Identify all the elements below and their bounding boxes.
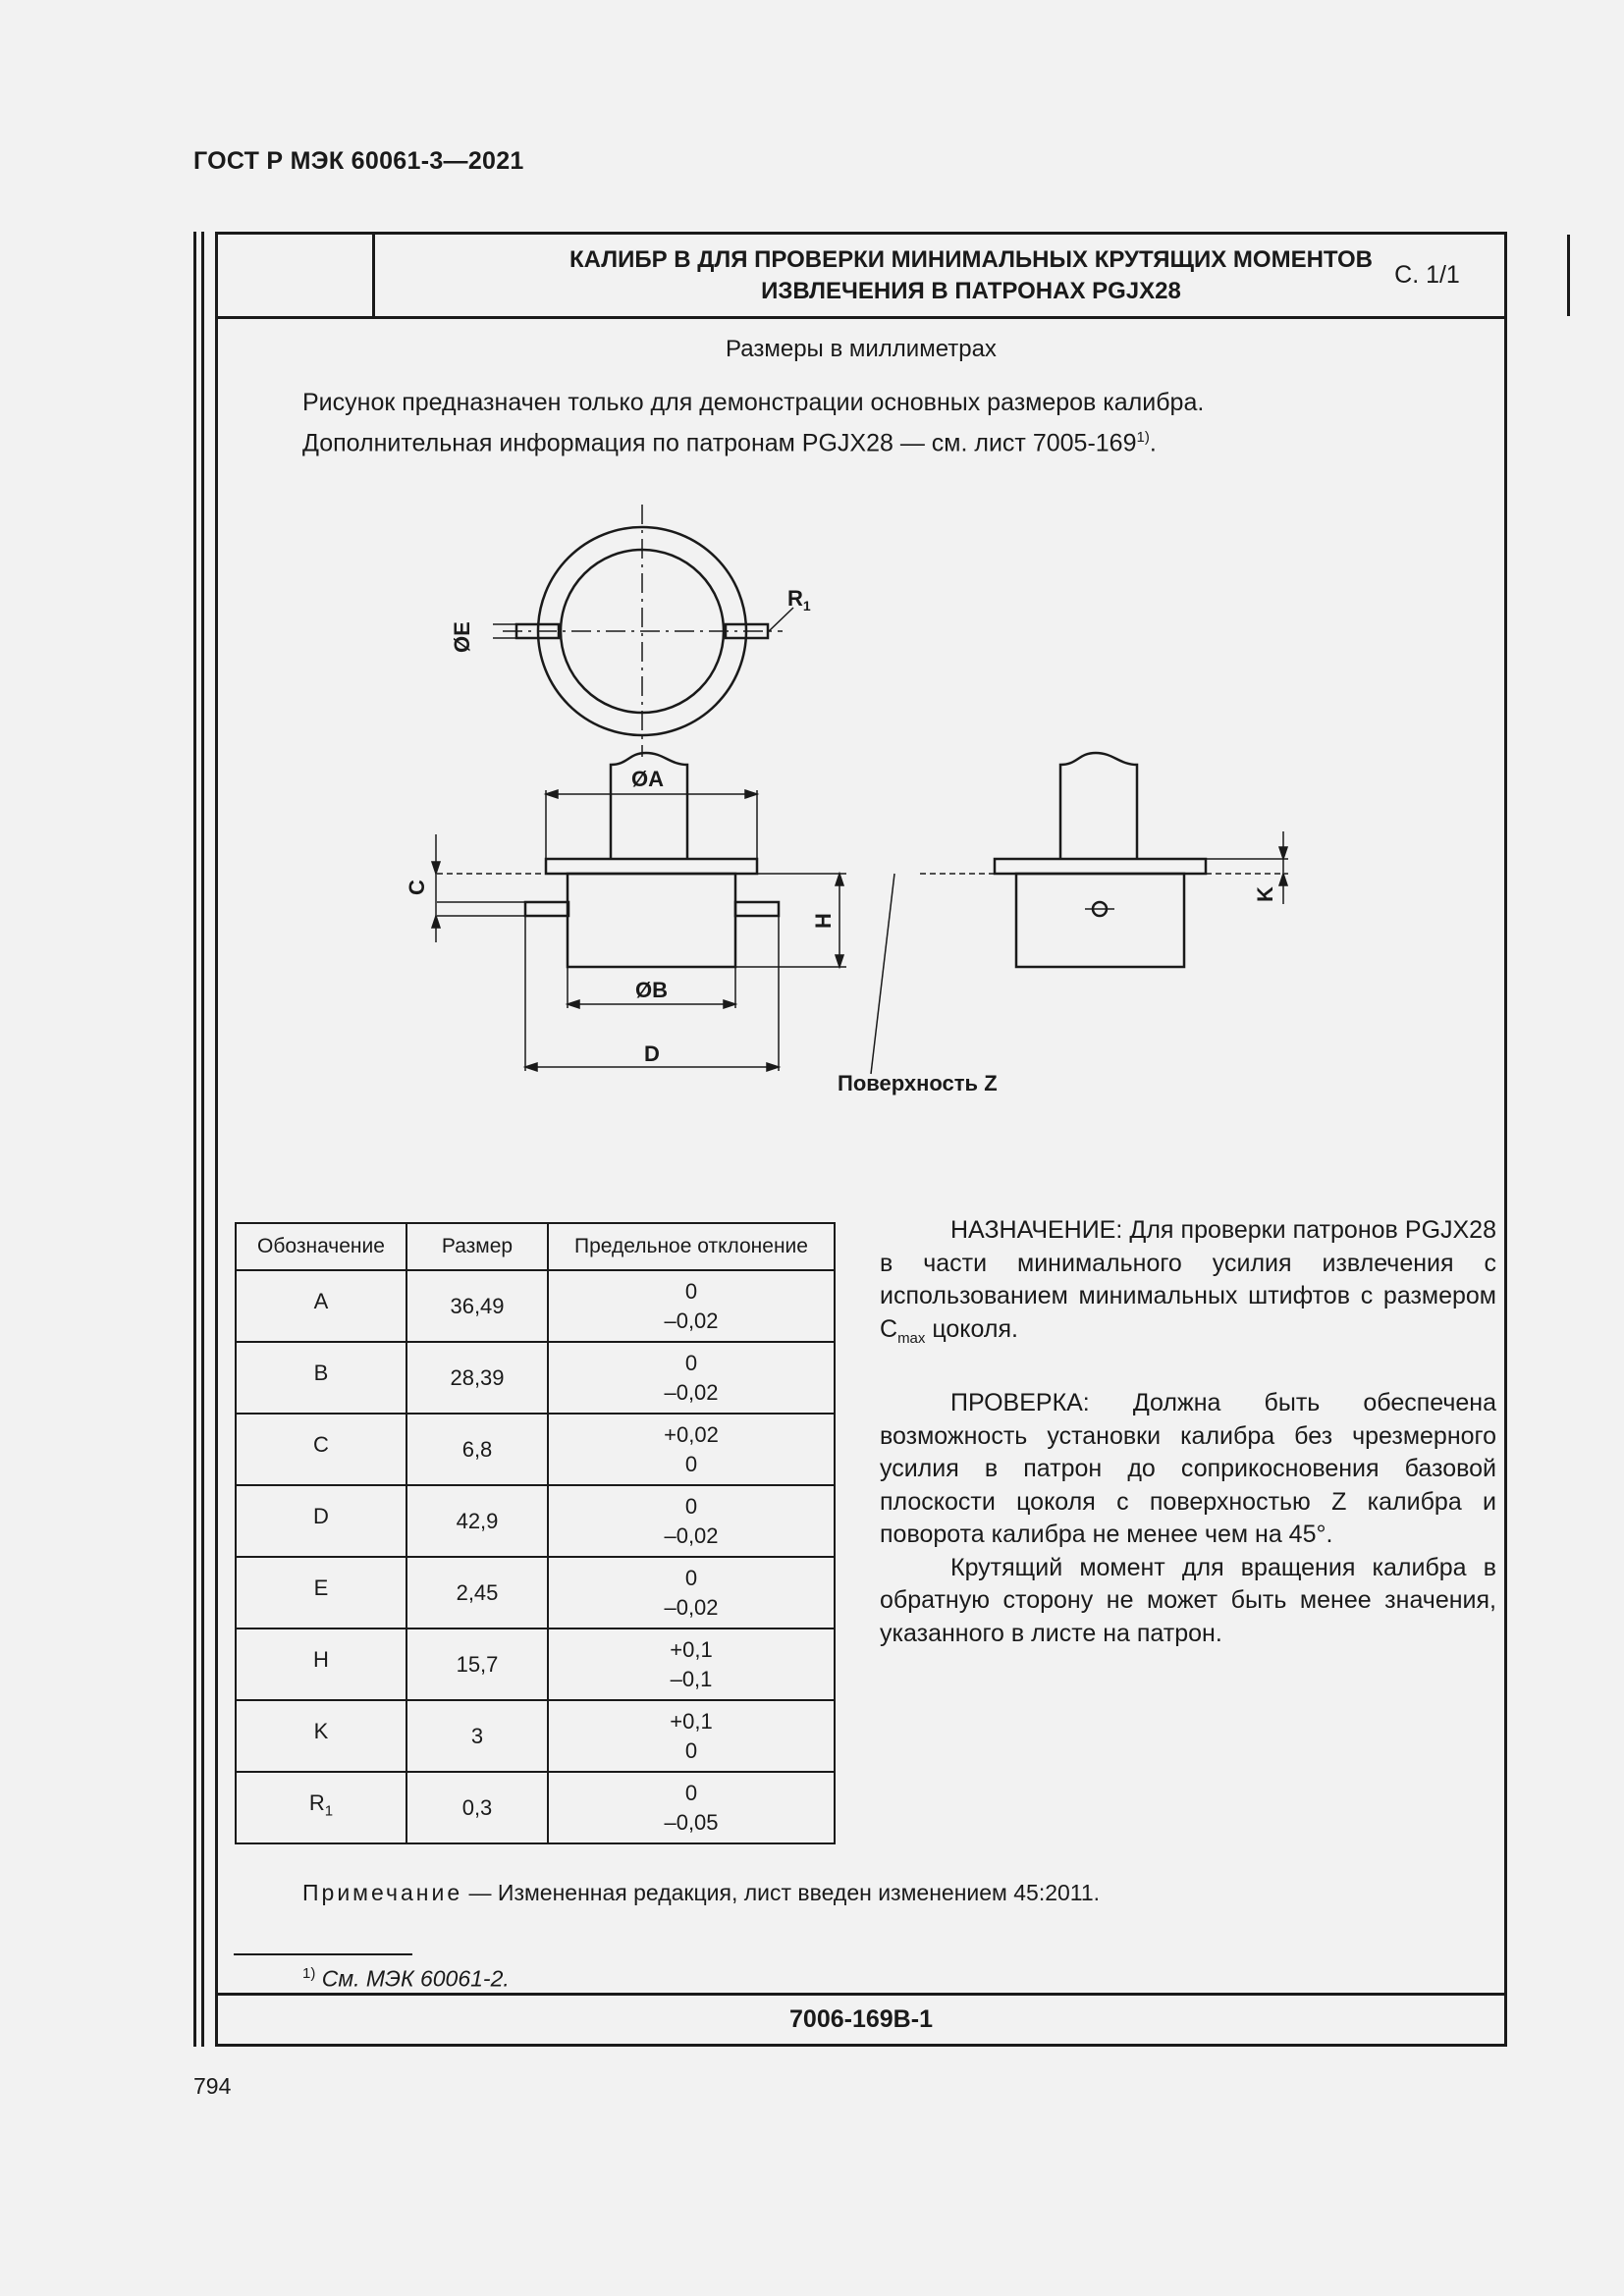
table-row — [236, 1557, 835, 1629]
gauge-top-view — [493, 505, 793, 757]
sheet-number: С. 1/1 — [1394, 261, 1460, 289]
torque-paragraph: Крутящий момент для вращения калибра в обратную сторону не может быть менее значения, указанного в листе на патрон. — [880, 1553, 1496, 1647]
intro-line1: Рисунок предназначен только для демонстрации основных размеров калибра. — [302, 389, 1205, 416]
table-row — [236, 1485, 835, 1557]
cell-size: 2,45 — [406, 1557, 548, 1629]
header-symbol: Обозначение — [236, 1223, 406, 1270]
label-dia-b: ØB — [635, 978, 668, 1002]
standard-header: ГОСТ Р МЭК 60061-3—2021 — [193, 147, 524, 175]
cell-deviation: 0 –0,02 — [548, 1557, 835, 1629]
sheet-title-line2: ИЗВЛЕЧЕНИЯ В ПАТРОНАХ PGJX28 — [761, 277, 1181, 304]
cell-deviation: +0,02 0 — [548, 1414, 835, 1485]
purpose-paragraph: НАЗНАЧЕНИЕ: Для проверки патронов PGJX28 в части минимального усилия извлечения с использованием минимальных штифтов с размером $C_{max}$ цоколя. — [880, 1216, 1496, 1347]
cell-symbol: C — [236, 1414, 406, 1485]
label-c: C — [405, 880, 429, 895]
footnote-separator — [234, 1953, 412, 1955]
gauge-drawing — [218, 235, 1504, 1216]
cell-symbol: B — [236, 1342, 406, 1414]
sheet-frame — [215, 232, 1507, 2047]
label-d: D — [644, 1041, 660, 1066]
dimensions-table — [235, 1222, 836, 1844]
label-r1: $R_1$ — [787, 586, 811, 614]
note: Примечание — Измененная редакция, лист введен изменением 45:2011. — [302, 1880, 1101, 1905]
cell-size: 6,8 — [406, 1414, 548, 1485]
header-deviation: Предельное отклонение — [548, 1223, 835, 1270]
cell-deviation: 0 –0,02 — [548, 1270, 835, 1342]
label-dia-e: ØE — [450, 621, 474, 653]
gauge-side-view-rotated — [995, 753, 1206, 967]
table-row — [236, 1342, 835, 1414]
label-surface-z: Поверхность Z — [838, 1071, 998, 1095]
table-row — [236, 1629, 835, 1700]
cell-deviation: +0,1 –0,1 — [548, 1629, 835, 1700]
cell-symbol: $R_1$ — [236, 1772, 406, 1843]
description-text — [880, 1214, 1496, 1650]
cell-deviation: 0 –0,02 — [548, 1342, 835, 1414]
sheet-title-line1: КАЛИБР В ДЛЯ ПРОВЕРКИ МИНИМАЛЬНЫХ КРУТЯЩИХ МОМЕНТОВ — [568, 245, 1373, 273]
dimension-labels — [405, 586, 1277, 1095]
table-row — [236, 1270, 835, 1342]
table-row — [236, 1700, 835, 1772]
cell-symbol: H — [236, 1629, 406, 1700]
cell-deviation: 0 –0,02 — [548, 1485, 835, 1557]
footnote: $^{1)}$ См. МЭК 60061-2. — [302, 1965, 510, 1992]
label-k: K — [1253, 886, 1277, 902]
cell-size: 3 — [406, 1700, 548, 1772]
label-dia-a: ØA — [631, 767, 664, 791]
check-paragraph: ПРОВЕРКА: Должна быть обеспечена возможность установки калибра без чрезмерного усилия в патрон до соприкосновения базовой плоскости цоколя с поверхностью Z калибра и поворота калибра не менее чем на 45°. — [880, 1389, 1496, 1548]
margin-line — [193, 232, 196, 2047]
cell-size: 28,39 — [406, 1342, 548, 1414]
cell-size: 42,9 — [406, 1485, 548, 1557]
cell-symbol: A — [236, 1270, 406, 1342]
cell-size: 0,3 — [406, 1772, 548, 1843]
cell-size: 15,7 — [406, 1629, 548, 1700]
units-caption: Размеры в миллиметрах — [726, 336, 997, 362]
intro-line2: Дополнительная информация по патронам PGJX28 — см. лист 7005-169$^{1)}$. — [302, 429, 1157, 457]
cell-deviation: +0,1 0 — [548, 1700, 835, 1772]
cell-symbol: E — [236, 1557, 406, 1629]
cell-symbol: D — [236, 1485, 406, 1557]
table-row — [236, 1772, 835, 1843]
label-h: H — [811, 913, 836, 929]
table-row — [236, 1414, 835, 1485]
header-size: Размер — [406, 1223, 548, 1270]
cell-deviation: 0 –0,05 — [548, 1772, 835, 1843]
table-header-row — [236, 1223, 835, 1270]
cell-symbol: K — [236, 1700, 406, 1772]
dimension-lines — [432, 790, 1288, 1074]
sheet-code: 7006-169B-1 — [218, 1993, 1504, 2044]
margin-line — [201, 232, 204, 2047]
page-number: 794 — [193, 2073, 232, 2099]
cell-size: 36,49 — [406, 1270, 548, 1342]
